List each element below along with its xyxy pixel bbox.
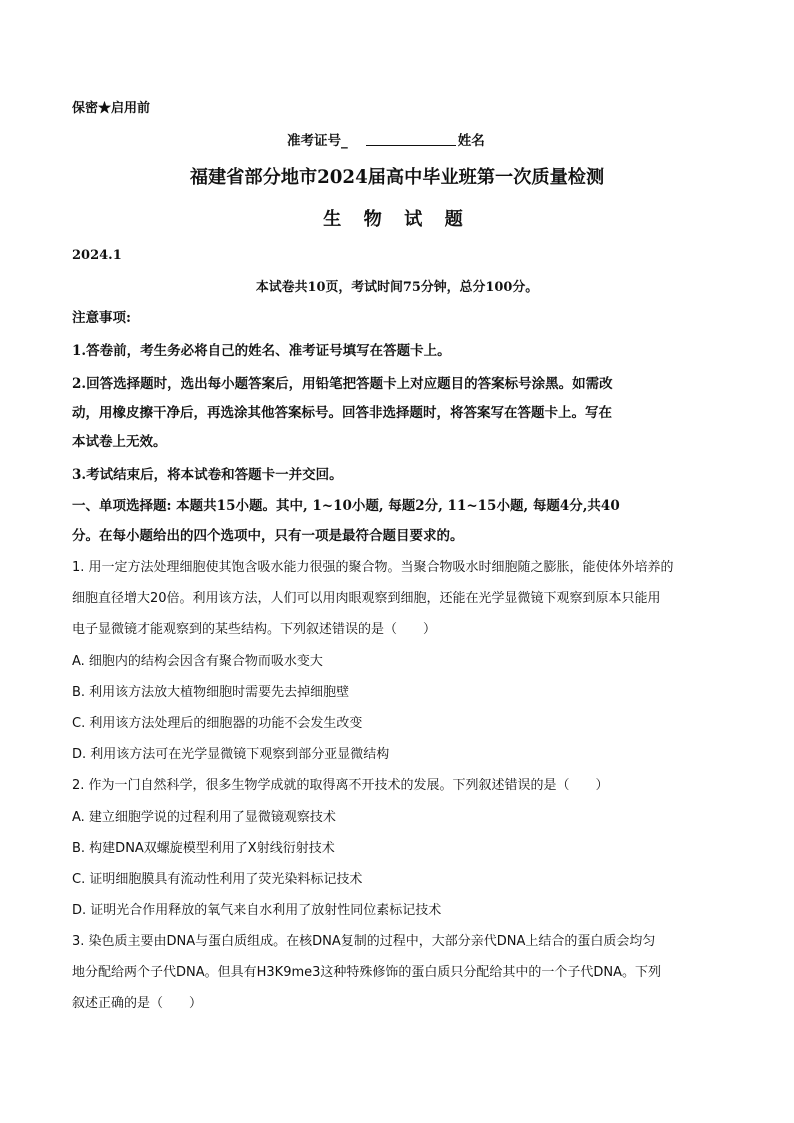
question-1-option-a: A. 细胞内的结构会因含有聚合物而吸水变大 (72, 654, 323, 669)
name-label: 姓名 (457, 133, 485, 149)
question-2-option-c: C. 证明细胞膜具有流动性利用了荧光染料标记技术 (72, 872, 363, 887)
exam-title: 福建省部分地市2024届高中毕业班第一次质量检测 (189, 167, 605, 188)
candidate-info-row (287, 129, 485, 149)
question-3-stem-line: 地分配给两个子代DNA。但具有H3K9me3这种特殊修饰的蛋白质只分配给其中的一个子代DNA。下列 (72, 965, 662, 980)
question-1-option-c: C. 利用该方法处理后的细胞器的功能不会发生改变 (72, 716, 363, 731)
question-1-option-d: D. 利用该方法可在光学显微镜下观察到部分亚显微结构 (72, 747, 390, 762)
confidential-mark: 保密★启用前 (72, 101, 151, 116)
exam-date: 2024.1 (72, 248, 122, 263)
notice-line: 1.答卷前，考生务必将自己的姓名、准考证号填写在答题卡上。 (72, 343, 451, 359)
notice-heading: 注意事项: (72, 310, 131, 326)
notice-line: 动，用橡皮擦干净后，再选涂其他答案标号。回答非选择题时，将答案写在答题卡上。写在 (72, 405, 612, 421)
exam-id-blank-line (366, 144, 456, 146)
question-2-option-d: D. 证明光合作用释放的氧气来自水利用了放射性同位素标记技术 (72, 903, 442, 918)
question-2-stem-line: 2. 作为一门自然科学，很多生物学成就的取得离不开技术的发展。下列叙述错误的是（ ） (72, 778, 609, 793)
notice-line: 3.考试结束后，将本试卷和答题卡一并交回。 (72, 467, 343, 483)
question-2-option-b: B. 构建DNA双螺旋模型利用了X射线衍射技术 (72, 841, 335, 856)
question-2-option-a: A. 建立细胞学说的过程利用了显微镜观察技术 (72, 810, 336, 825)
question-1-stem-line: 1. 用一定方法处理细胞使其饱含吸水能力很强的聚合物。当聚合物吸水时细胞随之膨胀，能使体外培养的 (72, 560, 674, 575)
question-1-stem-line: 细胞直径增大20倍。利用该方法，人们可以用肉眼观察到细胞，还能在光学显微镜下观察到原本只能用 (72, 591, 661, 606)
question-3-stem-line: 叙述正确的是（ ） (72, 996, 203, 1011)
section-heading-line: 一、单项选择题: 本题共15小题。其中, 1~10小题, 每题2分, 11~15小题, 每题4分,共40 (72, 498, 620, 514)
exam-summary: 本试卷共10页，考试时间75分钟，总分100分。 (255, 280, 539, 295)
section-heading-line: 分。在每小题给出的四个选项中，只有一项是最符合题目要求的。 (72, 528, 464, 544)
question-3-stem-line: 3. 染色质主要由DNA与蛋白质组成。在核DNA复制的过程中，大部分亲代DNA上结合的蛋白质会均匀 (72, 934, 656, 949)
question-1-stem-line: 电子显微镜才能观察到的某些结构。下列叙述错误的是（ ） (72, 622, 437, 637)
exam-id-label: 准考证号_ (287, 133, 348, 149)
notice-line: 2.回答选择题时，选出每小题答案后，用铅笔把答题卡上对应题目的答案标号涂黑。如需改 (72, 376, 613, 392)
question-1-option-b: B. 利用该方法放大植物细胞时需要先去掉细胞壁 (72, 685, 350, 700)
subject-title: 生 物 试 题 (323, 209, 471, 230)
notice-line: 本试卷上无效。 (72, 434, 167, 450)
